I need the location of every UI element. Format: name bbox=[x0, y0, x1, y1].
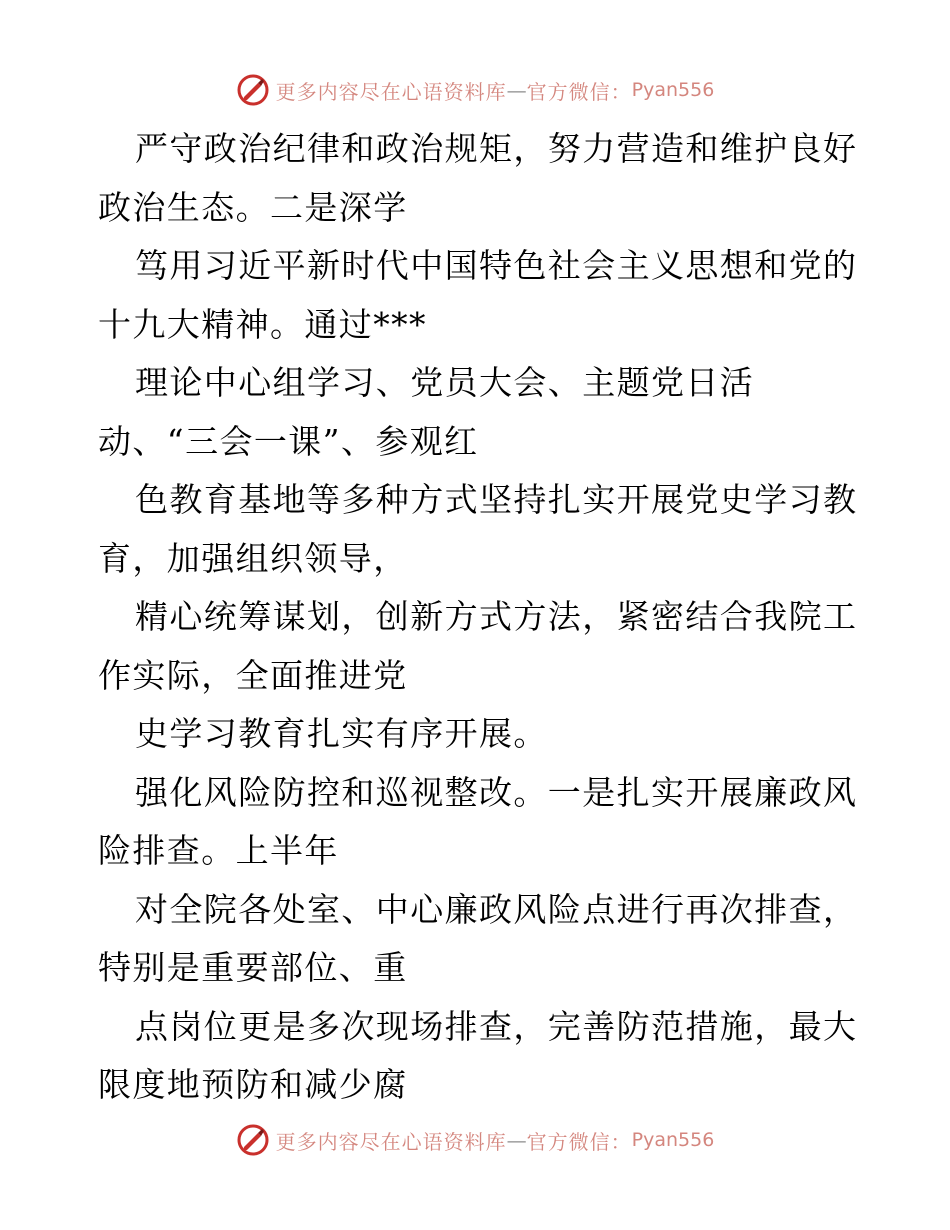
text-line: 强化风险防控和巡视整改。一是扎实开展廉政风 bbox=[135, 772, 858, 812]
text-line: 笃用习近平新时代中国特色社会主义思想和党的 bbox=[135, 246, 858, 285]
text-line: 政治生态。二是深学 bbox=[98, 187, 408, 227]
footer-wechat-label: 官方微信： bbox=[526, 1129, 632, 1154]
text-line: 严守政治纪律和政治规矩，努力营造和维护良好 bbox=[135, 129, 858, 168]
text-line: 特别是重要部位、重 bbox=[98, 948, 408, 987]
text-line: 动、“三会一课”、参观红 bbox=[98, 421, 479, 461]
text-line: 精心统筹谋划，创新方式方法，紧密结合我院工 bbox=[135, 597, 858, 636]
logo-icon bbox=[236, 73, 270, 107]
header-banner bbox=[0, 70, 950, 110]
header-brand-text: 更多内容尽在心语资料库 bbox=[275, 79, 507, 104]
footer-wechat-id: Pyan556 bbox=[631, 1129, 715, 1151]
text-line: 育，加强组织领导， bbox=[98, 538, 408, 578]
logo-icon bbox=[236, 1123, 270, 1157]
header-wechat-label: 官方微信： bbox=[526, 79, 632, 104]
text-line: 险排查。上半年 bbox=[98, 831, 339, 870]
header-wechat-id: Pyan556 bbox=[631, 79, 715, 101]
footer-brand-text: 更多内容尽在心语资料库 bbox=[275, 1129, 507, 1154]
text-line: 作实际，全面推进党 bbox=[98, 655, 408, 695]
footer-banner bbox=[0, 1120, 950, 1160]
text-line: 理论中心组学习、党员大会、主题党日活 bbox=[135, 363, 755, 402]
header-separator: — bbox=[506, 78, 527, 102]
text-line: 史学习教育扎实有序开展。 bbox=[135, 714, 548, 753]
text-line: 十九大精神。通过*** bbox=[98, 304, 427, 344]
text-line: 对全院各处室、中心廉政风险点进行再次排查， bbox=[135, 889, 858, 929]
footer-separator: — bbox=[506, 1128, 527, 1152]
text-line: 限度地预防和减少腐 bbox=[98, 1065, 408, 1104]
document-body bbox=[98, 120, 858, 1115]
text-line: 点岗位更是多次现场排查，完善防范措施，最大 bbox=[135, 1006, 858, 1046]
text-line: 色教育基地等多种方式坚持扎实开展党史学习教 bbox=[135, 480, 858, 519]
